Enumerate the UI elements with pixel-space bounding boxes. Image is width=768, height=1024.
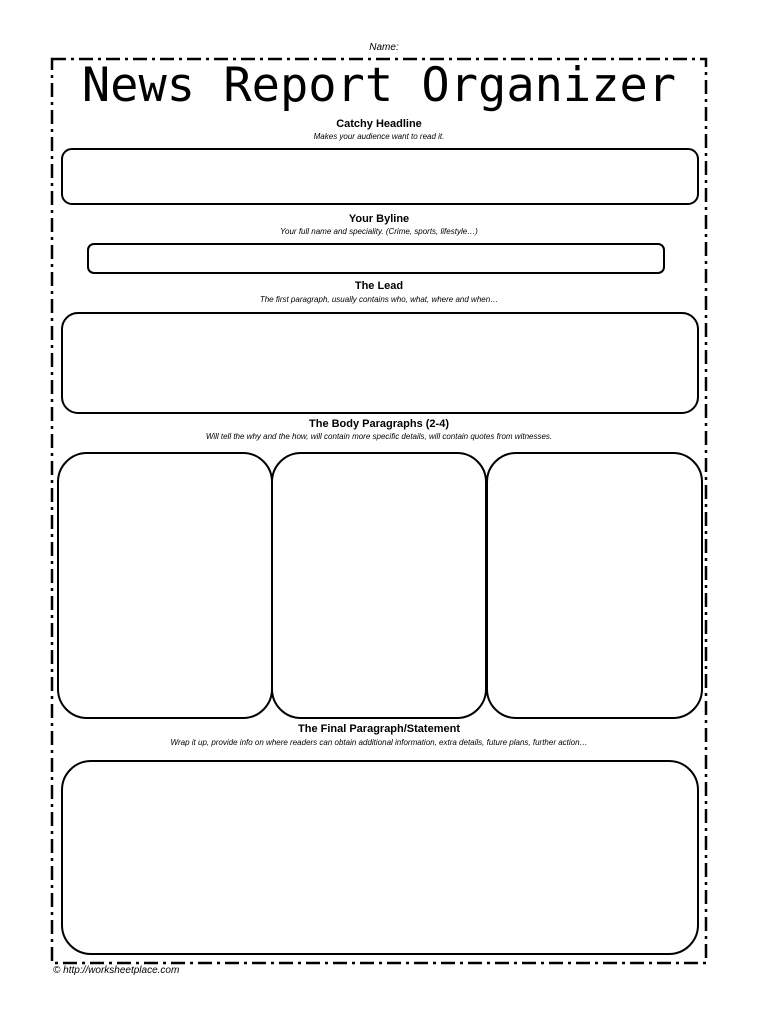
byline-box[interactable] bbox=[87, 243, 665, 274]
lead-box[interactable] bbox=[61, 312, 699, 414]
body-subtitle: Will tell the why and the how, will contain more specific details, will contain quotes from witnesses. bbox=[205, 432, 553, 441]
headline-title: Catchy Headline bbox=[336, 118, 422, 130]
body-paragraph-box-1[interactable] bbox=[57, 452, 273, 719]
final-box[interactable] bbox=[61, 760, 699, 955]
name-label: Name: bbox=[369, 42, 399, 53]
headline-subtitle: Makes your audience want to read it. bbox=[313, 132, 445, 141]
byline-title: Your Byline bbox=[348, 213, 410, 225]
copyright-footer: © http://worksheetplace.com bbox=[53, 965, 180, 976]
body-title: The Body Paragraphs (2-4) bbox=[309, 418, 449, 430]
lead-subtitle: The first paragraph, usually contains who, what, where and when… bbox=[259, 295, 499, 304]
headline-box[interactable] bbox=[61, 148, 699, 205]
final-title: The Final Paragraph/Statement bbox=[298, 723, 460, 735]
body-paragraph-box-2[interactable] bbox=[271, 452, 487, 719]
body-paragraph-box-3[interactable] bbox=[486, 452, 703, 719]
final-subtitle: Wrap it up, provide info on where readers can obtain additional information, extra details, future plans, further action… bbox=[170, 738, 588, 747]
byline-subtitle: Your full name and speciality. (Crime, sports, lifestyle…) bbox=[280, 227, 478, 236]
lead-title: The Lead bbox=[354, 280, 404, 292]
page-title: News Report Organizer bbox=[81, 58, 677, 113]
